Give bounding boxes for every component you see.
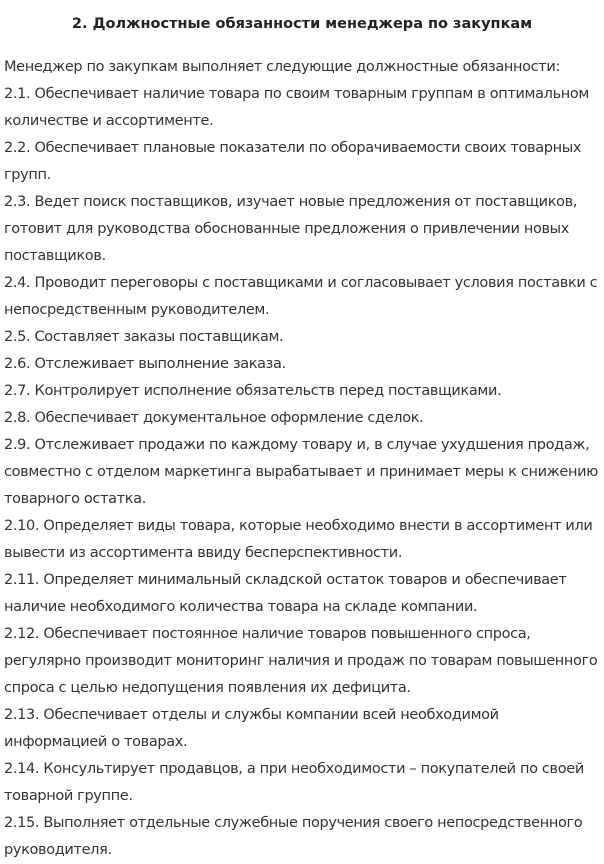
duty-item	[4, 432, 602, 513]
duty-item	[4, 756, 602, 810]
duty-number: 2.7.	[4, 383, 35, 399]
duty-item	[4, 810, 602, 864]
duty-number: 2.8.	[4, 410, 35, 426]
duty-number: 2.4.	[4, 275, 35, 291]
duty-text: Отслеживает выполнение заказа.	[34, 356, 286, 372]
duty-item	[4, 378, 602, 405]
duty-text: Проводит переговоры с поставщиками и согласовывает условия поставки с непосредственным руководителем.	[4, 275, 598, 318]
duty-item	[4, 351, 602, 378]
duty-number: 2.9.	[4, 437, 35, 453]
duty-item	[4, 702, 602, 756]
duty-number: 2.3.	[4, 194, 35, 210]
duty-text: Обеспечивает отделы и службы компании всей необходимой информацией о товарах.	[4, 707, 499, 750]
duty-number: 2.13.	[4, 707, 44, 723]
duty-item	[4, 567, 602, 621]
duty-text: Отслеживает продажи по каждому товару и, в случае ухудшения продаж, совместно с отделом маркетинга вырабатывает и принимает меры к снижению товарного остатка.	[4, 437, 598, 507]
duty-number: 2.15.	[4, 815, 44, 831]
duty-number: 2.5.	[4, 329, 35, 345]
duty-number: 2.6.	[4, 356, 35, 372]
duty-text: Консультирует продавцов, а при необходимости – покупателей по своей товарной группе.	[4, 761, 584, 804]
duty-text: Обеспечивает плановые показатели по оборачиваемости своих товарных групп.	[4, 140, 582, 183]
duties-section	[4, 54, 602, 864]
duty-item	[4, 513, 602, 567]
duty-text: Обеспечивает наличие товара по своим товарным группам в оптимальном количестве и ассортименте.	[4, 86, 590, 129]
duty-number: 2.11.	[4, 572, 44, 588]
duty-item	[4, 135, 602, 189]
duty-text: Обеспечивает документальное оформление сделок.	[34, 410, 424, 426]
intro-text: Менеджер по закупкам выполняет следующие должностные обязанности:	[4, 59, 560, 75]
duty-item	[4, 621, 602, 702]
duty-item	[4, 324, 602, 351]
duty-number: 2.12.	[4, 626, 44, 642]
duty-item	[4, 405, 602, 432]
section-title: 2. Должностные обязанности менеджера по закупкам	[71, 16, 533, 32]
duty-number: 2.14.	[4, 761, 44, 777]
duty-text: Определяет виды товара, которые необходимо внести в ассортимент или вывести из ассортимента ввиду бесперспективности.	[4, 518, 593, 561]
duty-item	[4, 189, 602, 270]
duty-number: 2.1.	[4, 86, 35, 102]
duty-number: 2.10.	[4, 518, 44, 534]
duty-text: Обеспечивает постоянное наличие товаров повышенного спроса, регулярно производит мониторинг наличия и продаж по товарам повышенного спроса с целью недопущения появления их дефицита.	[4, 626, 598, 696]
duty-text: Составляет заказы поставщикам.	[34, 329, 284, 345]
duty-text: Выполняет отдельные служебные поручения своего непосредственного руководителя.	[4, 815, 583, 858]
duty-text: Определяет минимальный складской остаток товаров и обеспечивает наличие необходимого количества товара на складе компании.	[4, 572, 567, 615]
duty-number: 2.2.	[4, 140, 35, 156]
duty-text: Ведет поиск поставщиков, изучает новые предложения от поставщиков, готовит для руководства обоснованные предложения о привлечении новых поставщиков.	[4, 194, 578, 264]
duty-text: Контролирует исполнение обязательств перед поставщиками.	[34, 383, 502, 399]
duty-item	[4, 81, 602, 135]
duty-item	[4, 270, 602, 324]
